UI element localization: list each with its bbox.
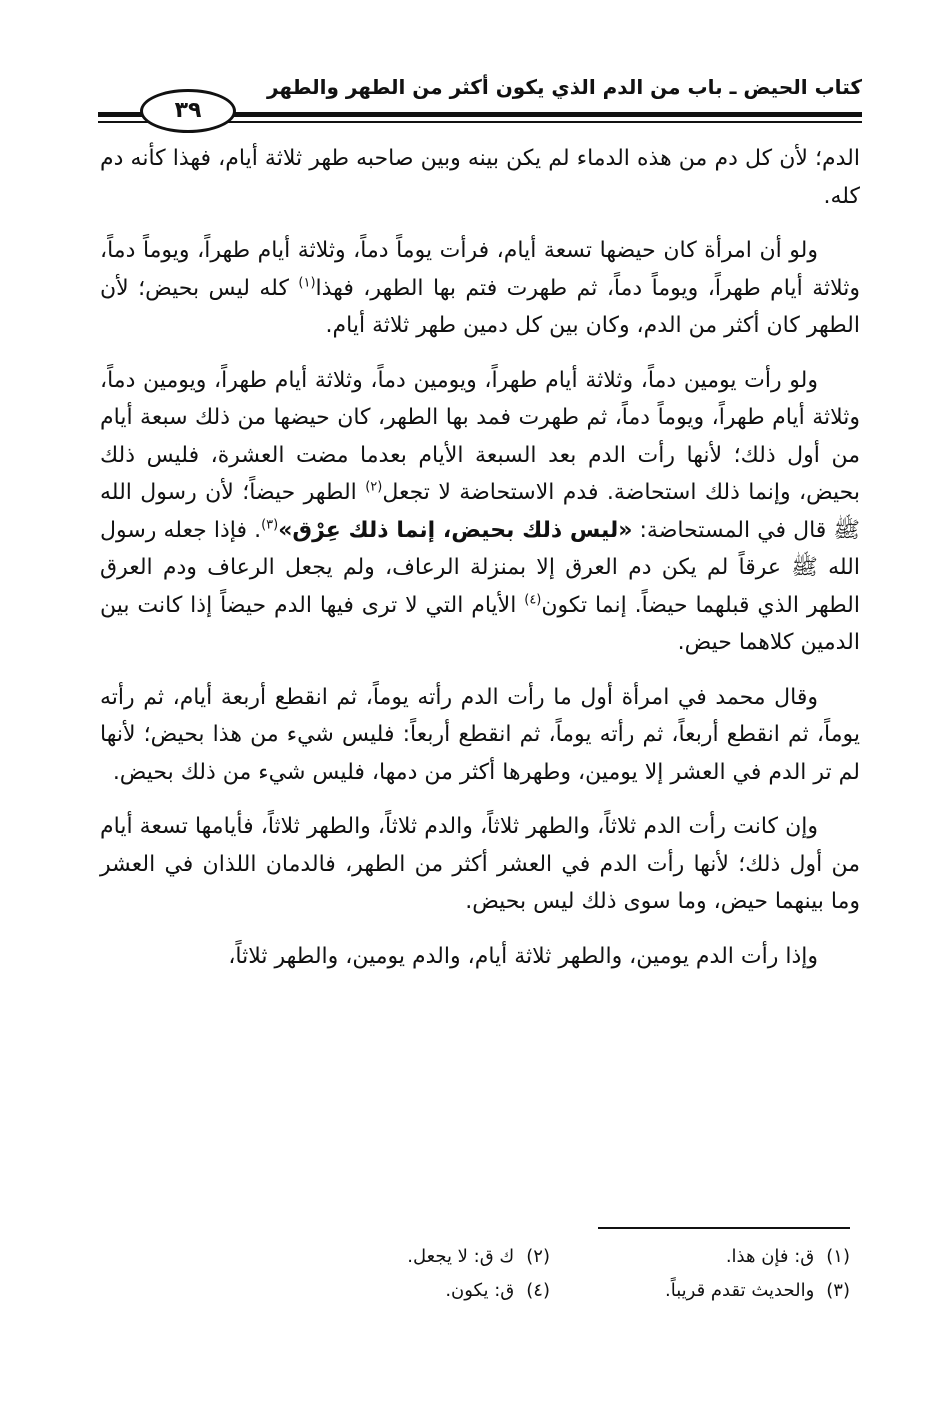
footnote-number: (١) [826,1246,850,1267]
footnote-ref-2[interactable]: (٢) [365,479,383,495]
footnote-text: ك ق: لا يجعل. [407,1246,515,1267]
footnote-number: (٤) [526,1280,550,1301]
footnote-ref-1[interactable]: (١) [298,275,316,291]
paragraph-3 [100,362,860,662]
page-number: ٣٩ [140,89,236,133]
footnote-row [230,1240,850,1274]
paragraph-3-text-a: ولو رأت يومين دماً، وثلاثة أيام طهراً، ويومين دماً، وثلاثة أيام طهراً، ويومين دماً، وثلاثة أيام طهراً، ويوماً دماً، ثم طهرت فمد بها الطهر، كان حيضها من ذلك سبعة أيام من أول ذلك؛ لأنها رأت الدم بعد السبعة الأيام بعدما مضت العشرة، فليس ذلك بحيض، وإنما ذلك استحاضة. فدم الاستحاضة لا تجعل [100,367,860,505]
footnote-text: والحديث تقدم قريباً. [665,1280,815,1301]
footnote-text: ق: فإن هذا. [725,1246,815,1267]
hadith-quote: «ليس ذلك بحيض، إنما ذلك عِرْق» [278,517,633,543]
footnote-number: (٢) [526,1246,550,1267]
footnote-3 [550,1274,850,1308]
paragraph-4-text: وقال محمد في امرأة أول ما رأت الدم رأته يوماً، ثم انقطع أربعة أيام، ثم رأته يوماً، ثم انقطع أربعاً، ثم رأته يوماً، ثم انقطع أربعاً: فليس شيء من هذا بحيض؛ لأنها لم تر الدم في العشر إلا يومين، وطهرها أكثر من دمها، فليس شيء من ذلك بحيض. [100,684,860,785]
footnotes [230,1240,850,1308]
running-title: كتاب الحيض ـ باب من الدم الذي يكون أكثر من الطهر والطهر [266,75,862,99]
paragraph-6-text: وإذا رأت الدم يومين، والطهر ثلاثة أيام، والدم يومين، والطهر ثلاثاً، [228,943,818,969]
main-text [100,140,860,992]
paragraph-1-text: الدم؛ لأن كل دم من هذه الدماء لم يكن بينه وبين صاحبه طهر ثلاثة أيام، فهذا كأنه دم كله. [100,146,860,209]
paragraph-5-text: وإن كانت رأت الدم ثلاثاً، والطهر ثلاثاً، والدم ثلاثاً، والطهر ثلاثاً، فأيامها تسعة أيام من أول ذلك؛ لأنها رأت الدم في العشر أكثر من الطهر، فالدمان اللذان في العشر وما بينهما حيض، وما سوى ذلك ليس بحيض. [100,814,860,914]
paragraph-3-text-b: الطهر حيضاً؛ لأن رسول الله ﷺ قال في المستحاضة: [100,480,860,543]
footnote-ref-4[interactable]: (٤) [524,592,542,608]
footnote-number: (٣) [826,1280,850,1301]
footnote-ref-3[interactable]: (٣) [261,517,279,533]
footnote-2 [250,1240,550,1274]
footnote-4 [250,1274,550,1308]
footnote-text: ق: يكون. [445,1280,515,1301]
paragraph-5 [100,808,860,921]
paragraph-1 [100,140,860,215]
paragraph-2-text-b: كله ليس بحيض؛ لأن الطهر كان أكثر من الدم، وكان بين كل دمين طهر ثلاثة أيام. [100,275,860,338]
paragraph-6 [100,938,860,976]
paragraph-3-text-d: الأيام التي لا ترى فيها الدم حيضاً إذا كانت بين الدمين كلاهما حيض. [100,592,860,655]
footnote-row [230,1274,850,1308]
paragraph-3-text-c: . فإذا جعله رسول الله ﷺ عرقاً لم يكن دم العرق إلا بمنزلة الرعاف، ولم يجعل الرعاف ودم العرق الطهر الذي قبلهما حيضاً. إنما تكون [100,517,860,618]
paragraph-2 [100,232,860,345]
footnote-1 [550,1240,850,1274]
paragraph-2-text-a: ولو أن امرأة كان حيضها تسعة أيام، فرأت يوماً دماً، وثلاثة أيام طهراً، ويوماً دماً، وثلاثة أيام طهراً، ويوماً دماً، ثم طهرت فتم بها الطهر، فهذا [100,238,860,301]
footnote-separator [598,1227,850,1229]
paragraph-4 [100,679,860,792]
